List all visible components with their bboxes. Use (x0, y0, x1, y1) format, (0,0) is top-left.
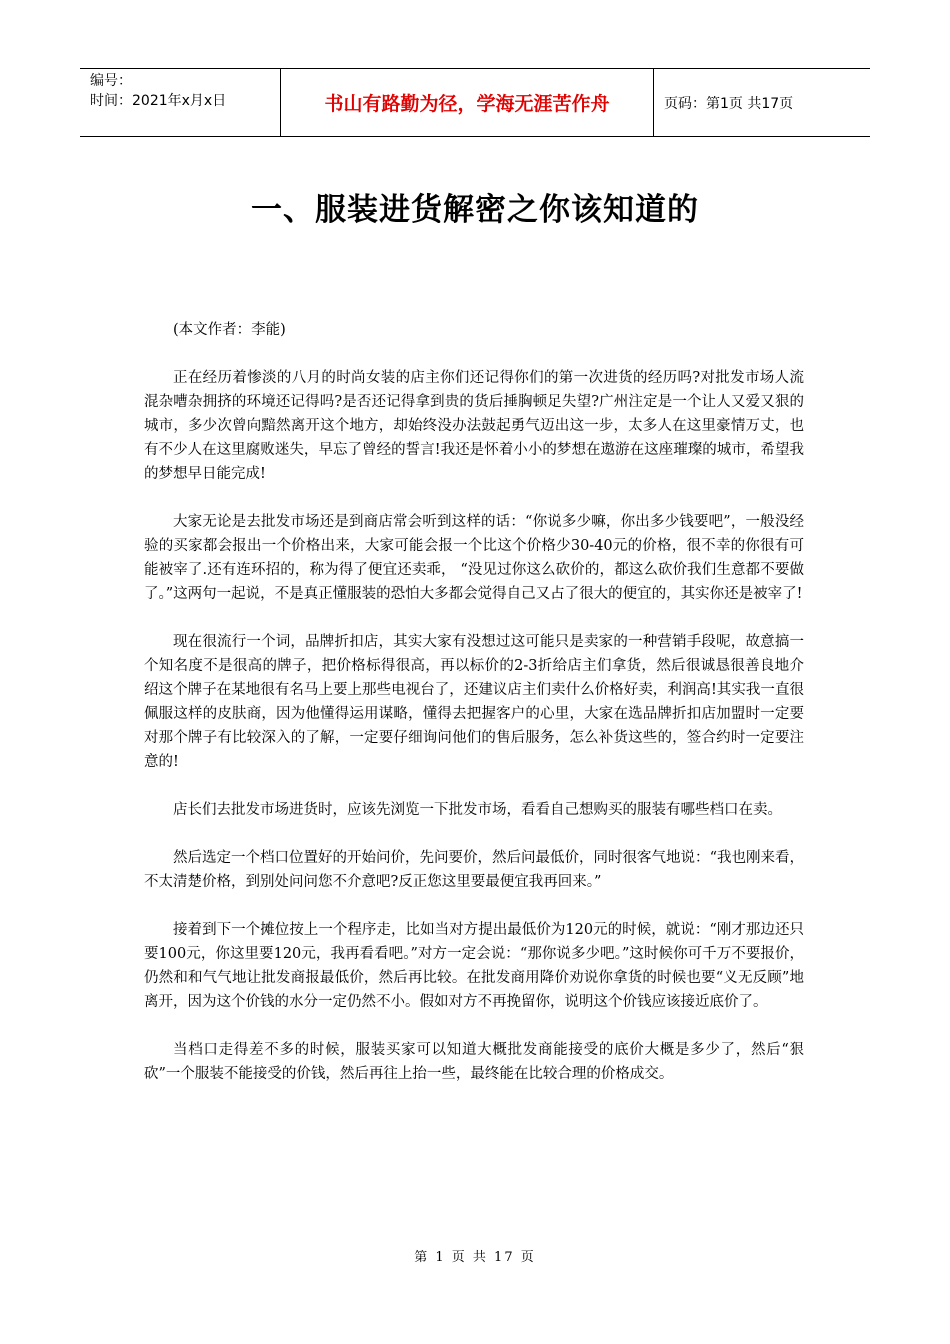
paragraph: 正在经历着惨淡的八月的时尚女装的店主你们还记得你们的第一次进货的经历吗?对批发市场人流混杂嘈杂拥挤的环境还记得吗?是否还记得拿到贵的货后捶胸顿足失望?广州注定是一个让人又爱又狠的城市，多少次曾向黯然离开这个地方，却始终没办法鼓起勇气迈出这一步，太多人在这里豪情万丈，也有不少人在这里腐败迷失，早忘了曾经的誓言!我还是怀着小小的梦想在遨游在这座璀璨的城市，希望我的梦想早日能完成! (144, 370, 804, 482)
author-line: (本文作者：李能) (173, 322, 286, 338)
paragraph: 接着到下一个摊位按上一个程序走，比如当对方提出最低价为120元的时候，就说：“刚才那边还只要100元，你这里要120元，我再看看吧。”对方一定会说：“那你说多少吧。”这时候你可千万不要报价，仍然和和气气地让批发商报最低价，然后再比较。在批发商用降价劝说你拿货的时候也要“义无反顾”地离开，因为这个价钱的水分一定仍然不小。假如对方不再挽留你，说明这个价钱应该接近底价了。 (144, 922, 804, 1010)
page-footer: 第 1 页 共 17 页 (414, 1250, 536, 1265)
document-title: 一、服装进货解密之你该知道的 (251, 192, 699, 228)
paragraph: 店长们去批发市场进货时，应该先浏览一下批发市场，看看自己想购买的服装有哪些档口在卖。 (173, 802, 782, 818)
paragraph: 当档口走得差不多的时候，服装买家可以知道大概批发商能接受的底价大概是多少了，然后“狠砍”一个服装不能接受的价钱，然后再往上抬一些，最终能在比较合理的价格成交。 (144, 1042, 804, 1082)
header-table (80, 68, 870, 137)
document-number-label: 编号： (90, 73, 132, 89)
header-meta-cell (80, 69, 281, 136)
paragraph: 现在很流行一个词，品牌折扣店，其实大家有没想过这可能只是卖家的一种营销手段呢，故意搞一个知名度不是很高的牌子，把价格标得很高，再以标价的2-3折给店主们拿货，然后很诚恳很善良地介绍这个牌子在某地很有名马上要上那些电视台了，还建议店主们卖什么价格好卖，利润高!其实我一直很佩服这样的皮肤商，因为他懂得运用谋略，懂得去把握客户的心里，大家在选品牌折扣店加盟时一定要对那个牌子有比较深入的了解，一定要仔细询问他们的售后服务，怎么补货这些的，签合约时一定要注意的! (144, 634, 804, 770)
document-body (144, 318, 804, 1110)
paragraph: 大家无论是去批发市场还是到商店常会听到这样的话：“你说多少嘛，你出多少钱要吧”，一般没经验的买家都会报出一个价格出来，大家可能会报一个比这个价格少30-40元的价格，很不幸的你很有可能被宰了.还有连环招的，称为得了便宜还卖乖， “没见过你这么砍价的，都这么砍价我们生意都不要做了。”这两句一起说，不是真正懂服装的恐怕大多都会觉得自己又占了很大的便宜的，其实你还是被宰了! (144, 514, 804, 602)
header-page-label: 页码：第1页 共17页 (664, 95, 794, 112)
header-motto: 书山有路勤为径，学海无涯苦作舟 (281, 69, 654, 136)
paragraph: 然后选定一个档口位置好的开始问价，先问要价，然后问最低价，同时很客气地说：“我也刚来看，不太清楚价格，到别处问问您不介意吧?反正您这里要最便宜我再回来。” (144, 850, 804, 890)
document-date-label: 时间：2021年x月x日 (90, 93, 227, 109)
